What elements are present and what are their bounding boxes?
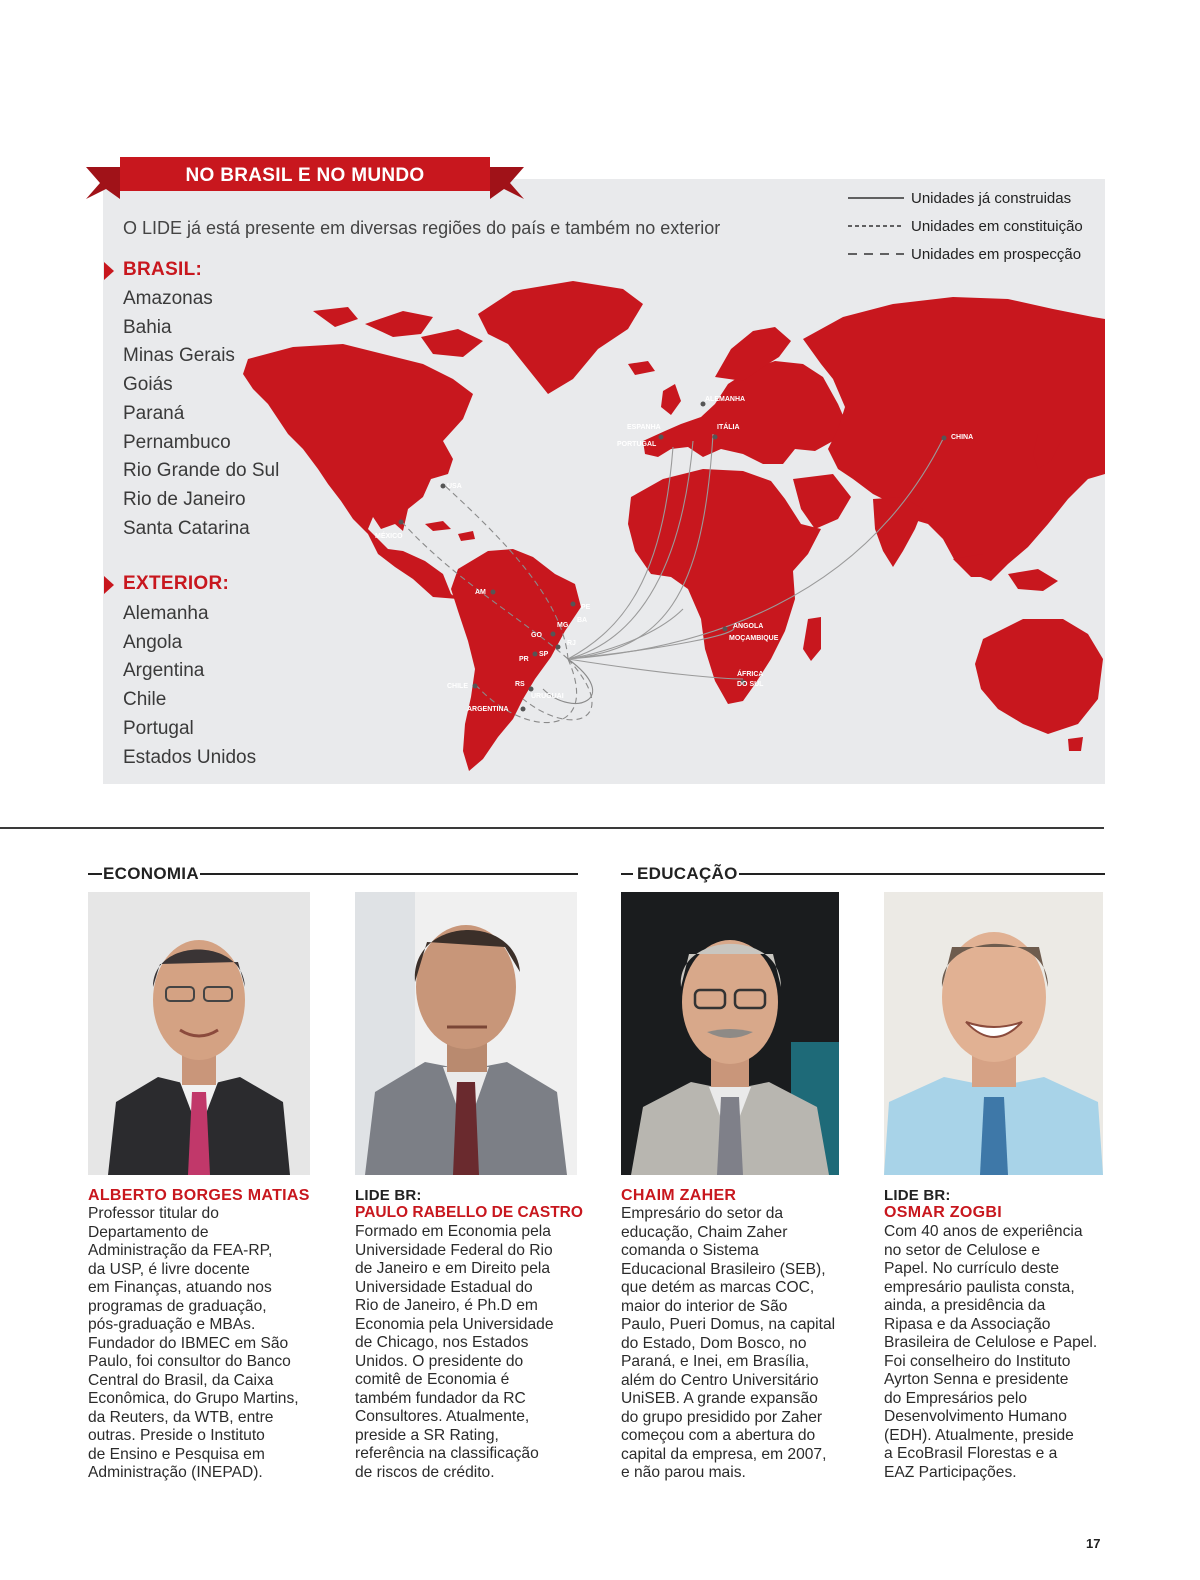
person-name: OSMAR ZOGBI bbox=[884, 1204, 1002, 1221]
list-item: Rio de Janeiro bbox=[123, 488, 246, 510]
portrait-osmar-zogbi bbox=[884, 892, 1103, 1175]
map-label-ba: BA bbox=[577, 617, 588, 624]
list-item: Rio Grande do Sul bbox=[123, 460, 280, 482]
exterior-list bbox=[123, 600, 256, 772]
map-label-africa: ÁFRICA bbox=[737, 671, 764, 678]
list-item: Pernambuco bbox=[123, 431, 231, 453]
person-prefix: LIDE BR: bbox=[884, 1187, 951, 1204]
divider bbox=[0, 827, 1104, 829]
person-name: CHAIM ZAHER bbox=[621, 1187, 737, 1204]
page-number: 17 bbox=[1086, 1536, 1101, 1551]
map-label-sp: SP bbox=[539, 651, 549, 658]
map-label-pe: PE bbox=[581, 604, 591, 611]
legend-label: Unidades em constituição bbox=[911, 218, 1083, 235]
map-label-am: AM bbox=[475, 589, 486, 596]
map-label-espanha: ESPANHA bbox=[627, 424, 661, 431]
map-label-angola: ANGOLA bbox=[733, 623, 764, 630]
dashed-line-icon bbox=[848, 252, 904, 256]
list-item: Santa Catarina bbox=[123, 517, 250, 539]
map-label-argentina: ARGENTINA bbox=[467, 706, 509, 713]
brasil-heading: BRASIL: bbox=[123, 259, 203, 280]
person-bio: Com 40 anos de experiência no setor de Celulose e Papel. No currículo deste empresário paulista consta, ainda, a presidência da Ripasa e da Associação Brasileira de Celulose e Papel. Foi conselheiro do Instituto Ayrton Senna e presidente do Empresários pelo Desenvolvimento Humano (EDH). Atualmente, preside a EcoBrasil Florestas e a EAZ Participações. bbox=[884, 1223, 1098, 1481]
legend-label: Unidades em prospecção bbox=[911, 246, 1082, 263]
map-label-usa: USA bbox=[447, 483, 462, 490]
person-bio: Formado em Economia pela Universidade Federal do Rio de Janeiro e em Direito pela Universidade Estadual do Rio de Janeiro, é Ph.D em Economia pela Universidade de Chicago, nos Estados Unidos. O presidente do comitê de Economia é também fundador da RC Consultores. Atualmente, preside a SR Rating, referência na classificação de riscos de crédito. bbox=[355, 1223, 554, 1481]
section-title: NO BRASIL E NO MUNDO bbox=[185, 165, 425, 186]
list-item: Minas Gerais bbox=[123, 345, 235, 367]
legend-item bbox=[848, 218, 1098, 246]
map-label-alemanha: ALEMANHA bbox=[705, 396, 746, 403]
category-economia bbox=[88, 864, 578, 884]
map-label-go: GO bbox=[531, 632, 542, 639]
person-bio: Empresário do setor da educação, Chaim Zaher comanda o Sistema Educacional Brasileiro (SEB), que detém as marcas COC, maior do interior de São Paulo, Pueri Domus, na capital do Estado, Dom Bosco, no Paraná, e Inei, em Brasília, além do Centro Universitário UniSEB. A grande expansão do grupo presidido por Zaher começou com a abertura do capital da empresa, em 2007, e não parou mais. bbox=[621, 1205, 836, 1481]
map-label-chile: CHILE bbox=[447, 683, 468, 690]
legend-item bbox=[848, 190, 1098, 218]
map-legend bbox=[848, 190, 1098, 274]
list-item: Paraná bbox=[123, 402, 185, 424]
legend-item bbox=[848, 246, 1098, 274]
solid-line-icon bbox=[848, 196, 904, 200]
list-item: Estados Unidos bbox=[123, 746, 257, 768]
map-label-mexico: MÉXICO bbox=[375, 533, 403, 540]
map-label-mg: MG bbox=[557, 622, 569, 629]
person-bio: Professor titular do Departamento de Administração da FEA-RP, da USP, é livre docente em Finanças, atuando nos programas de graduação, pós-graduação e MBAs. Fundador do IBMEC em São Paulo, foi consultor do Banco Central do Brasil, da Caixa Econômica, do Grupo Martins, da Reuters, da WTB, entre outras. Preside o Instituto de Ensino e Pesquisa em Administração (INEPAD). bbox=[88, 1205, 299, 1481]
dotted-line-icon bbox=[848, 224, 904, 228]
list-item: Alemanha bbox=[123, 603, 209, 624]
list-item: Argentina bbox=[123, 660, 205, 682]
arrow-marker-icon bbox=[104, 262, 114, 280]
portrait-paulo-rabello-de-castro bbox=[355, 892, 577, 1175]
person-name: ALBERTO BORGES MATIAS bbox=[88, 1187, 310, 1204]
category-label: EDUCAÇÃO bbox=[637, 864, 738, 883]
map-label-china: CHINA bbox=[951, 434, 974, 441]
portrait-chaim-zaher bbox=[621, 892, 839, 1175]
person-prefix: LIDE BR: bbox=[355, 1187, 422, 1204]
list-item: Portugal bbox=[123, 717, 194, 739]
person-name: PAULO RABELLO DE CASTRO bbox=[355, 1204, 583, 1221]
map-label-italia: ITÁLIA bbox=[717, 424, 740, 431]
list-item: Chile bbox=[123, 689, 167, 711]
list-item: Amazonas bbox=[123, 288, 213, 309]
intro-text: O LIDE já está presente em diversas regiões do país e também no exterior bbox=[123, 218, 721, 238]
map-label-rj: RJ bbox=[567, 640, 576, 647]
exterior-heading: EXTERIOR: bbox=[123, 573, 230, 594]
category-label: ECONOMIA bbox=[103, 864, 199, 883]
list-item: Angola bbox=[123, 631, 183, 653]
map-label-mocambique: MOÇAMBIQUE bbox=[729, 635, 779, 642]
list-item: Goiás bbox=[123, 374, 173, 396]
arrow-marker-icon bbox=[104, 576, 114, 594]
category-educacao bbox=[621, 864, 1105, 884]
map-label-portugal: PORTUGAL bbox=[617, 441, 657, 448]
brasil-list bbox=[123, 285, 279, 543]
map-label-do-sul: DO SUL bbox=[737, 681, 764, 688]
portrait-alberto-borges-matias bbox=[88, 892, 310, 1175]
map-label-pr: PR bbox=[519, 656, 529, 663]
legend-label: Unidades já construidas bbox=[911, 190, 1072, 207]
map-label-rs: RS bbox=[515, 681, 525, 688]
map-label-uruguai: URUGUAI bbox=[531, 693, 564, 700]
list-item: Bahia bbox=[123, 316, 172, 338]
